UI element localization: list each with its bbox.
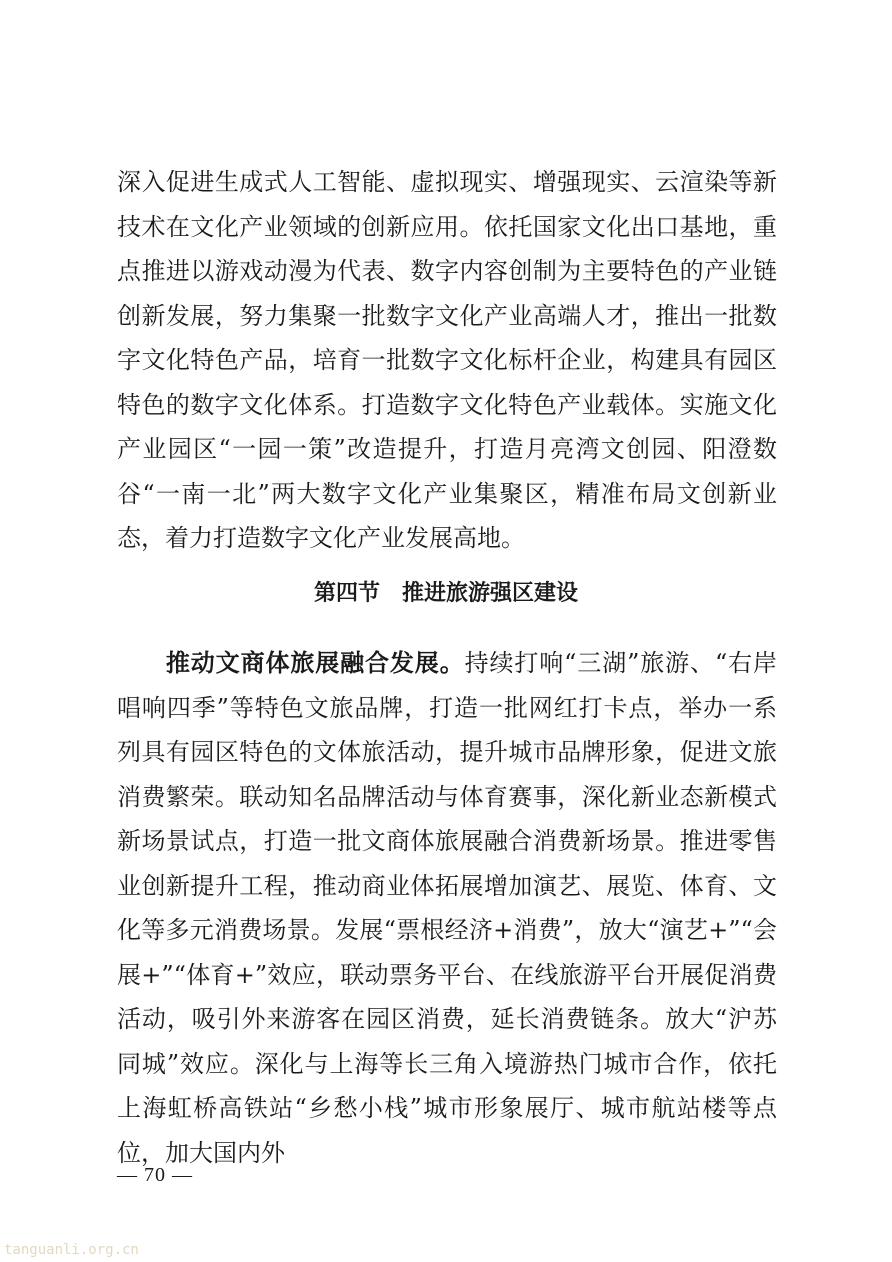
page-number: — 70 —: [117, 1164, 193, 1186]
section-title: 推进旅游强区建设: [402, 581, 579, 606]
section-number: 第四节: [313, 581, 380, 606]
paragraph-body-text: 持续打响“三湖”旅游、“右岸唱响四季”等特色文旅品牌，打造一批网红打卡点，举办一系列具有园区特色的文体旅活动，提升城市品牌形象，促进文旅消费繁荣。联动知名品牌活动与体育赛事，深化新业态新模式新场景试点，打造一批文商体旅展融合消费新场景。推进零售业创新提升工程，推动商业体拓展增加演艺、展览、体育、文化等多元消费场景。发展“票根经济+消费”，放大“演艺+”“会展+”“体育+”效应，联动票务平台、在线旅游平台开展促消费活动，吸引外来游客在园区消费，延长消费链条。放大“沪苏同城”效应。深化与上海等长三角入境游热门城市合作，依托上海虹桥高铁站“乡愁小栈”城市形象展厅、城市航站楼等点位，加大国内外: [117, 649, 777, 1167]
section-heading: [0, 578, 892, 610]
paragraph-lead-heading: 推动文商体旅展融合发展。: [165, 649, 465, 677]
watermark-text: tanguanli.org.cn: [4, 1242, 139, 1258]
paragraph-digital-culture: 深入促进生成式人工智能、虚拟现实、增强现实、云渲染等新技术在文化产业领域的创新应用。依托国家文化出口基地，重点推进以游戏动漫为代表、数字内容创制为主要特色的产业链创新发展，努力集聚一批数字文化产业高端人才，推出一批数字文化特色产品，培育一批数字文化标杆企业，构建具有园区特色的数字文化体系。打造数字文化特色产业载体。实施文化产业园区“一园一策”改造提升，打造月亮湾文创园、阳澄数谷“一南一北”两大数字文化产业集聚区，精准布局文创新业态，着力打造数字文化产业发展高地。: [117, 168, 777, 552]
paragraph-tourism-integration: [117, 641, 777, 1175]
